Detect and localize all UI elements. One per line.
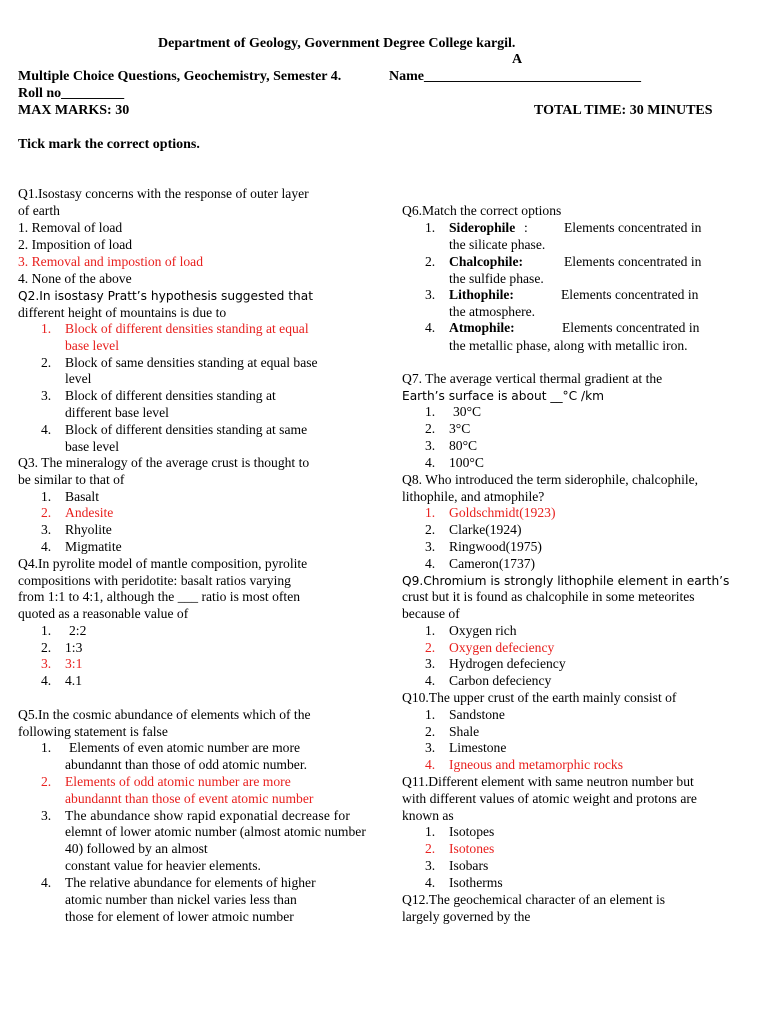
q9-stem: because of (402, 606, 460, 621)
q5-option-4[interactable]: atomic number than nickel varies less than (65, 892, 297, 907)
q6-desc[interactable]: Elements concentrated in (562, 320, 700, 335)
q6-desc[interactable]: Elements concentrated in (564, 220, 702, 235)
q10-option-num: 4. (425, 757, 436, 772)
q11-option-4[interactable]: Isotherms (449, 875, 503, 890)
q7-option-num: 2. (425, 421, 436, 436)
q7-stem: Earth’s surface is about __°C /km (402, 389, 605, 403)
q1-option-4[interactable]: 4. None of the above (18, 271, 132, 286)
q6-option-num: 2. (425, 254, 436, 269)
q4-stem: quoted as a reasonable value of (18, 606, 189, 621)
q2-stem: different height of mountains is due to (18, 305, 227, 320)
q3-option-num: 3. (41, 522, 52, 537)
q9-option-3[interactable]: Hydrogen defeciency (449, 656, 566, 671)
q12-stem: Q12.The geochemical character of an element is (402, 892, 666, 907)
q3-option-num: 4. (41, 539, 52, 554)
q8-stem: lithophile, and atmophile? (402, 489, 545, 504)
q8-option-num: 4. (425, 556, 436, 571)
q5-option-num: 3. (41, 808, 52, 823)
q11-stem: with different values of atomic weight and protons are (402, 791, 697, 806)
q11-option-num: 2. (425, 841, 436, 856)
q8-option-3[interactable]: Ringwood(1975) (449, 539, 542, 554)
q8-option-num: 2. (425, 522, 436, 537)
q11-option-num: 4. (425, 875, 436, 890)
q9-option-2-correct[interactable]: Oxygen defeciency (449, 640, 555, 655)
total-time: TOTAL TIME: 30 MINUTES (534, 103, 713, 118)
q4-option-3-correct[interactable]: 3:1 (65, 656, 83, 671)
q8-option-num: 1. (425, 505, 436, 520)
q5-option-4[interactable]: The relative abundance for elements of higher (65, 875, 316, 890)
q12-stem: largely governed by the (402, 909, 531, 924)
max-marks: MAX MARKS: 30 (18, 103, 130, 118)
q10-option-3[interactable]: Limestone (449, 740, 507, 755)
q4-stem: compositions with peridotite: basalt ratios varying (18, 573, 291, 588)
q10-stem: Q10.The upper crust of the earth mainly consist of (402, 690, 677, 705)
q9-option-num: 2. (425, 640, 436, 655)
q3-option-1[interactable]: Basalt (65, 489, 99, 504)
q3-option-num: 1. (41, 489, 52, 504)
q4-option-num: 3. (41, 656, 52, 671)
q6-term-siderophile: Siderophile (449, 220, 516, 235)
q1-stem: of earth (18, 203, 60, 218)
q2-option-2[interactable]: Block of same densities standing at equal base (65, 355, 318, 370)
q3-option-2-correct[interactable]: Andesite (65, 505, 114, 520)
q6-option-num: 1. (425, 220, 436, 235)
q9-option-num: 4. (425, 673, 436, 688)
q4-option-num: 2. (41, 640, 52, 655)
q5-option-num: 1. (41, 740, 52, 755)
instruction: Tick mark the correct options. (18, 137, 200, 152)
q9-option-num: 3. (425, 656, 436, 671)
q5-option-3[interactable]: The abundance show rapid exponatial decrease for (65, 808, 351, 823)
q5-option-3[interactable]: elemnt of lower atomic number (almost atomic number (65, 824, 366, 839)
q5-option-3[interactable]: 40) followed by an almost (65, 841, 208, 856)
q5-option-2-correct[interactable]: abundannt than those of event atomic number (65, 791, 314, 806)
q2-option-1-correct[interactable]: Block of different densities standing at equal (65, 321, 309, 336)
q6-term-atmophile: Atmophile: (449, 320, 515, 335)
q2-stem: Q2.In isostasy Pratt’s hypothesis suggested that (18, 289, 314, 303)
q10-option-2[interactable]: Shale (449, 724, 480, 739)
q7-option-num: 3. (425, 438, 436, 453)
q6-stem: Q6.Match the correct options (402, 203, 562, 218)
q4-stem: from 1:1 to 4:1, although the ___ ratio is most often (18, 589, 301, 604)
q2-option-num: 1. (41, 321, 52, 336)
q8-option-2[interactable]: Clarke(1924) (449, 522, 522, 537)
q11-stem: known as (402, 808, 454, 823)
q11-stem: Q11.Different element with same neutron number but (402, 774, 694, 789)
q7-option-4[interactable]: 100°C (449, 455, 484, 470)
q5-option-1[interactable]: abundannt than those of odd atomic number. (65, 757, 307, 772)
q6-option-num: 3. (425, 287, 436, 302)
q11-option-2-correct[interactable]: Isotones (449, 841, 495, 856)
q1-stem: Q1.Isostasy concerns with the response of outer layer (18, 186, 309, 201)
q3-stem: Q3. The mineralogy of the average crust is thought to (18, 455, 310, 470)
q6-desc[interactable]: the metallic phase, along with metallic iron. (449, 338, 688, 353)
q1-option-3-correct[interactable]: 3. Removal and impostion of load (18, 254, 204, 269)
q6-desc[interactable]: the atmosphere. (449, 304, 536, 319)
q6-option-num: 4. (425, 320, 436, 335)
q2-option-4[interactable]: Block of different densities standing at same (65, 422, 308, 437)
q10-option-num: 3. (425, 740, 436, 755)
q2-option-1-correct[interactable]: base level (65, 338, 119, 353)
q2-option-3[interactable]: Block of different densities standing at (65, 388, 276, 403)
q6-desc[interactable]: Elements concentrated in (561, 287, 699, 302)
q2-option-4[interactable]: base level (65, 439, 119, 454)
q2-option-num: 4. (41, 422, 52, 437)
q4-option-num: 4. (41, 673, 52, 688)
q9-option-1[interactable]: Oxygen rich (449, 623, 517, 638)
q5-stem: Q5.In the cosmic abundance of elements which of the (18, 707, 311, 722)
department-title: Department of Geology, Government Degree College kargil. (158, 36, 516, 51)
q2-option-num: 2. (41, 355, 52, 370)
q9-stem: crust but it is found as chalcophile in some meteorites (402, 589, 695, 604)
q4-option-1[interactable]: 2:2 (69, 623, 87, 638)
q3-option-num: 2. (41, 505, 52, 520)
q6-desc[interactable]: the sulfide phase. (449, 271, 544, 286)
q7-option-num: 1. (425, 404, 436, 419)
q4-option-num: 1. (41, 623, 52, 638)
q6-term-chalcophile: Chalcophile: (449, 254, 524, 269)
q10-option-4-correct[interactable]: Igneous and metamorphic rocks (449, 757, 624, 772)
q10-option-num: 1. (425, 707, 436, 722)
q1-option-2[interactable]: 2. Imposition of load (18, 237, 133, 252)
q6-desc[interactable]: the silicate phase. (449, 237, 546, 252)
q7-option-num: 4. (425, 455, 436, 470)
q3-stem: be similar to that of (18, 472, 125, 487)
q9-option-4[interactable]: Carbon defeciency (449, 673, 552, 688)
q8-option-1-correct[interactable]: Goldschmidt(1923) (449, 505, 556, 520)
q3-option-3[interactable]: Rhyolite (65, 522, 112, 537)
q5-option-num: 4. (41, 875, 52, 890)
q8-option-4[interactable]: Cameron(1737) (449, 556, 536, 571)
q9-option-num: 1. (425, 623, 436, 638)
q11-option-1[interactable]: Isotopes (449, 824, 495, 839)
q6-term-sep: : (524, 220, 528, 235)
q5-option-3[interactable]: constant value for heavier elements. (65, 858, 261, 873)
q8-stem: Q8. Who introduced the term siderophile, chalcophile, (402, 472, 699, 487)
set-letter: A (512, 52, 523, 67)
q4-option-4[interactable]: 4.1 (65, 673, 82, 688)
q4-option-2[interactable]: 1:3 (65, 640, 83, 655)
q2-option-3[interactable]: different base level (65, 405, 169, 420)
q5-option-4[interactable]: those for element of lower atmoic number (65, 909, 294, 924)
name-field[interactable]: Name_______________________________ (389, 69, 641, 84)
q5-option-2-correct[interactable]: Elements of odd atomic number are more (65, 774, 291, 789)
course-title: Multiple Choice Questions, Geochemistry, Semester 4. (18, 69, 342, 84)
q5-stem: following statement is false (18, 724, 168, 739)
q9-stem: Q9.Chromium is strongly lithophile element in earth’s (402, 574, 730, 588)
q6-desc[interactable]: Elements concentrated in (564, 254, 702, 269)
q6-term-lithophile: Lithophile: (449, 287, 514, 302)
q7-stem: Q7. The average vertical thermal gradient at the (402, 371, 663, 386)
q11-option-num: 3. (425, 858, 436, 873)
q7-option-2[interactable]: 3°C (449, 421, 471, 436)
q11-option-num: 1. (425, 824, 436, 839)
q3-option-4[interactable]: Migmatite (65, 539, 122, 554)
roll-number-field[interactable]: Roll no_________ (18, 86, 125, 101)
q7-option-1[interactable]: 30°C (453, 404, 482, 419)
q5-option-1[interactable]: Elements of even atomic number are more (69, 740, 301, 755)
q10-option-num: 2. (425, 724, 436, 739)
q1-option-1[interactable]: 1. Removal of load (18, 220, 123, 235)
q5-option-num: 2. (41, 774, 52, 789)
q8-option-num: 3. (425, 539, 436, 554)
q7-option-3[interactable]: 80°C (449, 438, 478, 453)
q2-option-2[interactable]: level (65, 371, 92, 386)
q2-option-num: 3. (41, 388, 52, 403)
q11-option-3[interactable]: Isobars (449, 858, 489, 873)
q4-stem: Q4.In pyrolite model of mantle composition, pyrolite (18, 556, 308, 571)
q10-option-1[interactable]: Sandstone (449, 707, 505, 722)
